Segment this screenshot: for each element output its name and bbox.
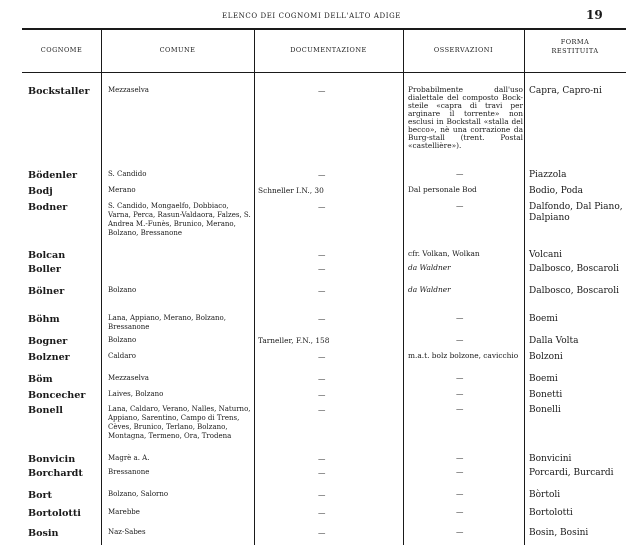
cell-cognome: Bockstaller bbox=[28, 86, 90, 97]
cell-forma: Dalla Volta bbox=[529, 336, 579, 346]
cell-documentazione: — bbox=[318, 528, 326, 537]
cell-cognome: Borchardt bbox=[28, 468, 83, 479]
cell-comune: Lana, Appiano, Merano, Bolzano, Bressanone bbox=[108, 314, 226, 331]
cell-forma: Bosin, Bosini bbox=[529, 528, 589, 538]
running-title: ELENCO DEI COGNOMI DELL'ALTO ADIGE bbox=[222, 12, 401, 20]
cell-forma: Bodio, Poda bbox=[529, 186, 584, 196]
cell-forma: Bonelli bbox=[529, 405, 561, 415]
cell-comune: Marebbe bbox=[108, 508, 140, 516]
column-header-forma-restituita bbox=[524, 38, 626, 55]
cell-documentazione: — bbox=[318, 250, 326, 259]
cell-comune: Lana, Caldaro, Verano, Nalles, Naturno, Appiano, Sarentino, Campo di Trens, Cèves, Brunico, Terlano, Bolzano, Montagna, Termeno, Ora, Trodena bbox=[108, 405, 251, 440]
cell-forma: Dalfondo, Dal Piano, Dalpiano bbox=[529, 202, 623, 223]
cell-osservazioni: — bbox=[456, 389, 464, 398]
cell-documentazione: Tarneller, F.N., 158 bbox=[258, 336, 330, 345]
cell-comune: Naz-Sabes bbox=[108, 528, 146, 536]
cell-comune: S. Candido bbox=[108, 170, 147, 178]
cell-cognome: Bogner bbox=[28, 336, 68, 347]
cell-forma: Boemi bbox=[529, 374, 558, 384]
cell-cognome: Bonvicin bbox=[28, 454, 76, 465]
cell-documentazione: — bbox=[318, 468, 326, 477]
cell-comune: Bressanone bbox=[108, 468, 150, 476]
cell-documentazione: — bbox=[318, 202, 326, 211]
cell-osservazioni: — bbox=[456, 169, 464, 178]
cell-documentazione: — bbox=[318, 352, 326, 361]
cell-cognome: Böm bbox=[28, 374, 53, 385]
cell-forma: Dalbosco, Boscaroli bbox=[529, 286, 619, 296]
column-header-osservazioni: OSSERVAZIONI bbox=[433, 46, 494, 54]
column-divider bbox=[524, 28, 525, 545]
cell-cognome: Boncecher bbox=[28, 390, 86, 401]
cell-osservazioni: Probabilmente dall'uso dialettale del composto Bock-steile «capra di travi per arginare il torrente» non esclusi in Bockstall «stalla del becco», nè una corrazione da Burg-stall (trent. Postal «castellière»). bbox=[408, 85, 523, 150]
cell-osservazioni: Dal personale Bod bbox=[408, 185, 477, 194]
cell-forma: Bolzoni bbox=[529, 352, 563, 362]
forma-header-line1: FORMA bbox=[560, 38, 590, 46]
cell-osservazioni: — bbox=[456, 527, 464, 536]
column-header-documentazione: DOCUMENTAZIONE bbox=[290, 46, 367, 54]
cell-comune: Bolzano bbox=[108, 286, 137, 294]
column-divider bbox=[101, 28, 102, 545]
cell-cognome: Bolzner bbox=[28, 352, 70, 363]
cell-osservazioni: — bbox=[456, 404, 464, 413]
cell-forma: Dalbosco, Boscaroli bbox=[529, 264, 619, 274]
cell-osservazioni: da Waldner bbox=[408, 285, 451, 294]
cell-cognome: Bödenler bbox=[28, 170, 78, 181]
cell-osservazioni: — bbox=[456, 507, 464, 516]
cell-cognome: Bodner bbox=[28, 202, 68, 213]
cell-documentazione: — bbox=[318, 314, 326, 323]
cell-comune: Laives, Bolzano bbox=[108, 390, 164, 398]
cell-osservazioni: — bbox=[456, 453, 464, 462]
cell-documentazione: — bbox=[318, 508, 326, 517]
cell-cognome: Böhm bbox=[28, 314, 60, 325]
header-rule bbox=[22, 72, 626, 73]
cell-documentazione: Schneller I.N., 30 bbox=[258, 186, 324, 195]
cell-comune: Merano bbox=[108, 186, 136, 194]
cell-documentazione: — bbox=[318, 286, 326, 295]
cell-documentazione: — bbox=[318, 86, 326, 95]
cell-forma: Bòrtoli bbox=[529, 490, 561, 500]
cell-cognome: Bosin bbox=[28, 528, 59, 539]
cell-cognome: Bonell bbox=[28, 405, 63, 416]
cell-cognome: Bölner bbox=[28, 286, 65, 297]
page-header bbox=[0, 8, 640, 28]
cell-comune: Caldaro bbox=[108, 352, 136, 360]
page-number: 19 bbox=[586, 8, 603, 22]
cell-comune: Magrè a. A. bbox=[108, 454, 150, 462]
forma-header-line2: RESTITUITA bbox=[551, 47, 599, 55]
cell-cognome: Bodj bbox=[28, 186, 53, 197]
cell-documentazione: — bbox=[318, 454, 326, 463]
cell-documentazione: — bbox=[318, 490, 326, 499]
cell-cognome: Boller bbox=[28, 264, 61, 275]
cell-osservazioni: — bbox=[456, 313, 464, 322]
cell-osservazioni: — bbox=[456, 335, 464, 344]
cell-osservazioni: cfr. Volkan, Wolkan bbox=[408, 249, 480, 258]
cell-comune: Bolzano, Salorno bbox=[108, 490, 169, 498]
top-rule bbox=[22, 28, 626, 30]
cell-documentazione: — bbox=[318, 390, 326, 399]
column-divider bbox=[403, 28, 404, 545]
cell-osservazioni: — bbox=[456, 489, 464, 498]
cell-cognome: Bort bbox=[28, 490, 52, 501]
cell-forma: Bortolotti bbox=[529, 508, 573, 518]
cell-forma: Piazzola bbox=[529, 170, 567, 180]
cell-osservazioni: da Waldner bbox=[408, 263, 451, 272]
cell-comune: Mezzaselva bbox=[108, 374, 149, 382]
cell-cognome: Bortolotti bbox=[28, 508, 81, 519]
cell-documentazione: — bbox=[318, 170, 326, 179]
cell-osservazioni: m.a.t. bolz bolzone, cavicchio bbox=[408, 351, 519, 360]
cell-documentazione: — bbox=[318, 405, 326, 414]
cell-forma: Volcani bbox=[529, 250, 563, 260]
cell-documentazione: — bbox=[318, 264, 326, 273]
cell-comune: S. Candido, Mongaelfo, Dobbiaco, Varna, Perca, Rasun-Valdaora, Falzes, S. Andrea M.-Funès, Brunico, Merano, Bolzano, Bressanone bbox=[108, 202, 251, 237]
cell-documentazione: — bbox=[318, 374, 326, 383]
cell-forma: Capra, Capro-ni bbox=[529, 86, 602, 96]
cell-forma: Boemi bbox=[529, 314, 558, 324]
cell-forma: Bonvicini bbox=[529, 454, 572, 464]
column-divider bbox=[254, 28, 255, 545]
cell-comune: Mezzaselva bbox=[108, 86, 149, 94]
cell-forma: Porcardi, Burcardi bbox=[529, 468, 614, 478]
column-header-comune: COMUNE bbox=[159, 46, 196, 54]
cell-osservazioni: — bbox=[456, 467, 464, 476]
column-header-cognome: COGNOME bbox=[40, 46, 83, 54]
cell-osservazioni: — bbox=[456, 373, 464, 382]
cell-forma: Bonetti bbox=[529, 390, 563, 400]
cell-osservazioni: — bbox=[456, 201, 464, 210]
cell-cognome: Bolcan bbox=[28, 250, 66, 261]
cell-comune: Bolzano bbox=[108, 336, 137, 344]
